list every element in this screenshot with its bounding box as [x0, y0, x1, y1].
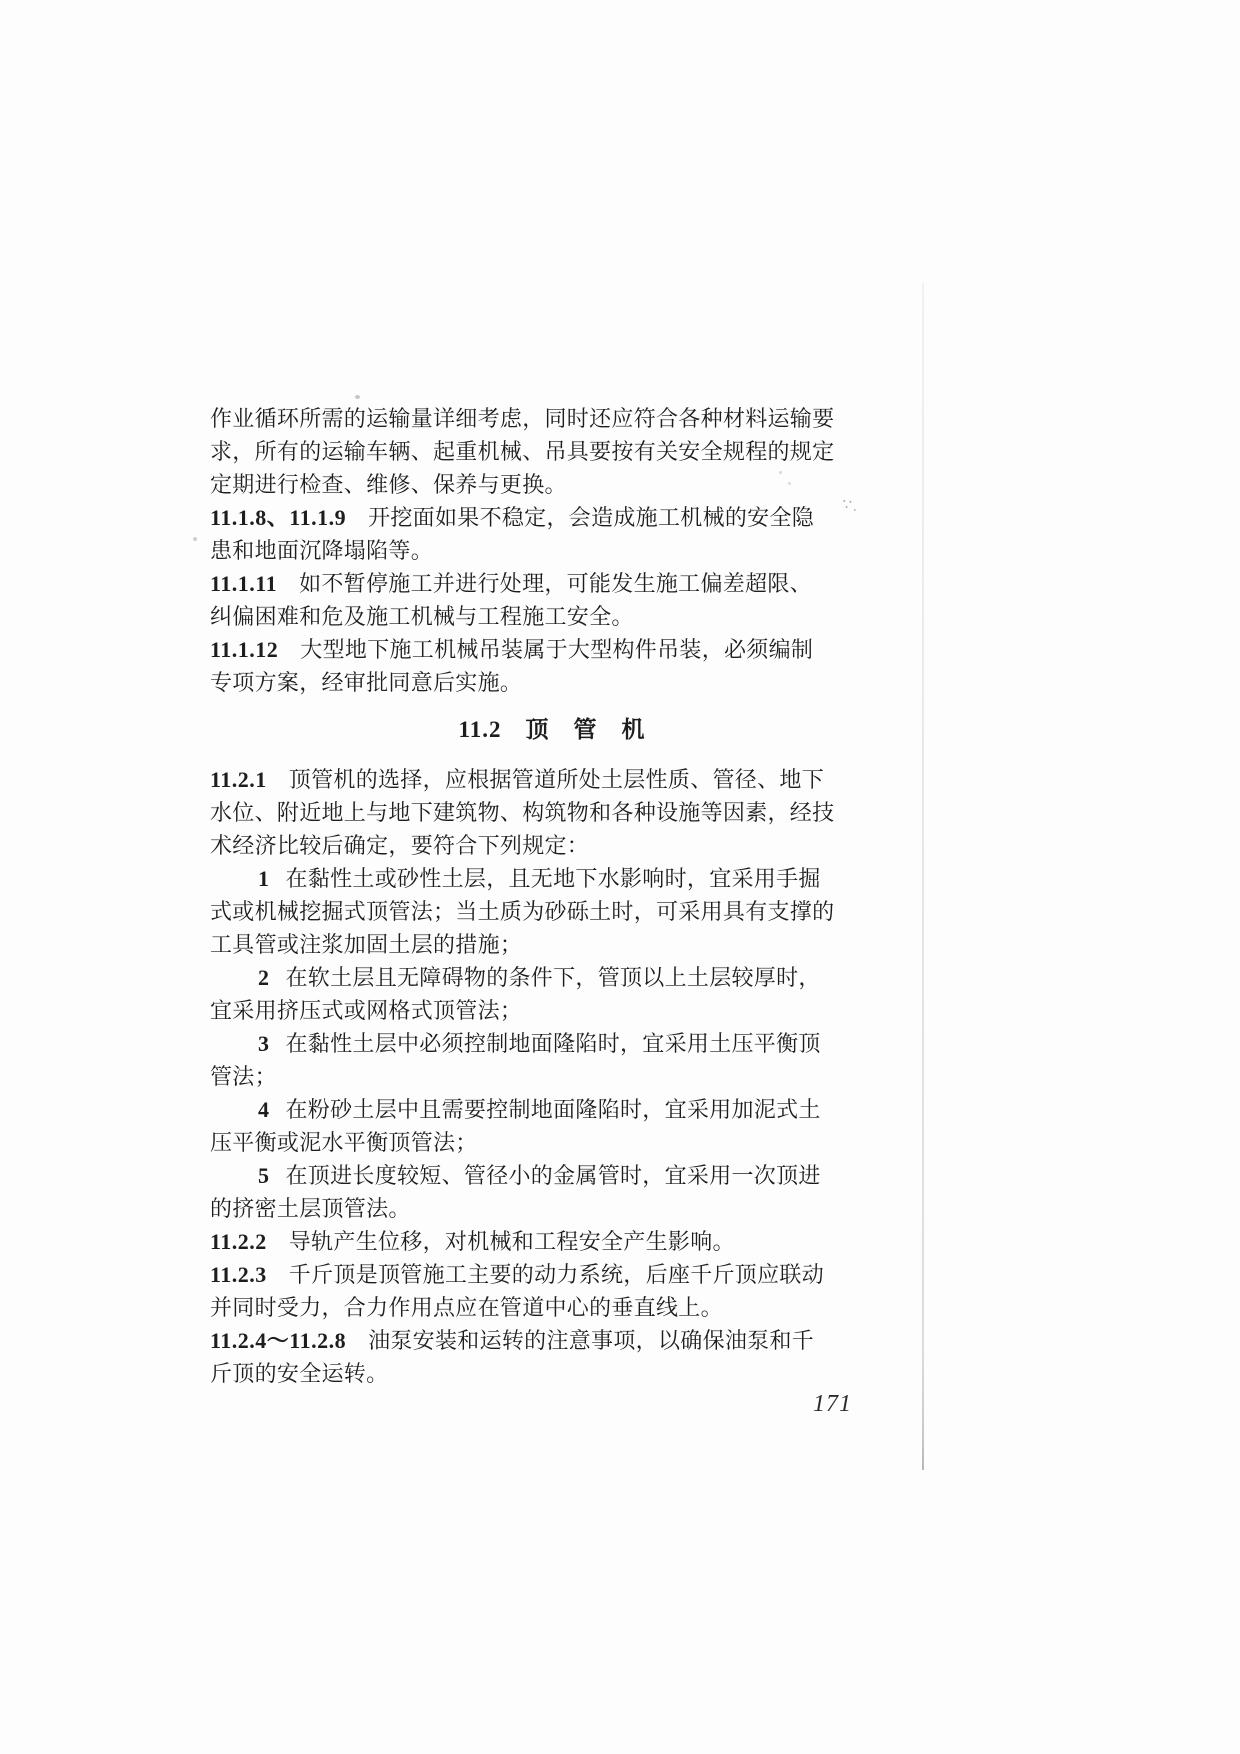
line-text: 油泵安装和运转的注意事项，以确保油泵和千 [368, 1328, 815, 1353]
clause-number: 1 [258, 866, 270, 891]
text-line [210, 1291, 860, 1324]
text-line [210, 1225, 860, 1258]
line-text: 患和地面沉降塌陷等。 [210, 538, 434, 563]
line-text: 千斤顶是顶管施工主要的动力系统，后座千斤顶应联动 [288, 1262, 824, 1287]
clause-number: 2 [258, 965, 270, 990]
text-line [210, 862, 860, 895]
line-text: 大型地下施工机械吊装属于大型构件吊装，必须编制 [300, 637, 814, 662]
text-line [210, 1093, 860, 1126]
line-text: 压平衡或泥水平衡顶管法； [210, 1130, 478, 1155]
line-text: 纠偏困难和危及施工机械与工程施工安全。 [210, 604, 634, 629]
page-number: 171 [813, 1391, 852, 1417]
line-text: 开挖面如果不稳定，会造成施工机械的安全隐 [368, 505, 815, 530]
scan-artifact-dot [788, 482, 791, 485]
text-line [210, 961, 860, 994]
text-line [210, 435, 860, 468]
line-text: 在粉砂土层中且需要控制地面隆陷时，宜采用加泥式土 [285, 1097, 821, 1122]
clause-number: 11.1.12 [210, 637, 279, 662]
scan-edge-line [922, 283, 924, 1470]
clause-number: 11.1.11 [210, 571, 278, 596]
line-text: 并同时受力，合力作用点应在管道中心的垂直线上。 [210, 1295, 723, 1320]
line-text: 导轨产生位移，对机械和工程安全产生影响。 [288, 1229, 735, 1254]
text-line [210, 1060, 860, 1093]
line-text: 求，所有的运输车辆、起重机械、吊具要按有关安全规程的规定 [210, 439, 835, 464]
line-text: 在黏性土层中必须控制地面隆陷时，宜采用土压平衡顶 [285, 1031, 821, 1056]
line-text: 作业循环所需的运输量详细考虑，同时还应符合各种材料运输要 [210, 406, 835, 431]
text-line [210, 666, 860, 699]
clause-number: 3 [258, 1031, 270, 1056]
text-line [210, 1126, 860, 1159]
line-text: 专项方案，经审批同意后实施。 [210, 670, 523, 695]
clause-number: 5 [258, 1163, 270, 1188]
line-text: 术经济比较后确定，要符合下列规定： [210, 833, 590, 858]
text-line [210, 1027, 860, 1060]
clause-number: 4 [258, 1097, 270, 1122]
section-heading: 11.2 顶 管 机 [458, 717, 646, 742]
scan-artifact-dot [355, 395, 360, 399]
clause-number: 11.1.8、11.1.9 [210, 505, 347, 530]
line-text: 如不暂停施工并进行处理，可能发生施工偏差超限、 [299, 571, 812, 596]
text-line [210, 534, 860, 567]
line-text: 管法； [210, 1064, 277, 1089]
text-line [210, 1159, 860, 1192]
text-line [210, 567, 860, 600]
line-text: 在黏性土或砂性土层，且无地下水影响时，宜采用手掘 [285, 866, 821, 891]
clause-number: 11.2.4～11.2.8 [210, 1328, 347, 1353]
text-line [210, 1357, 860, 1390]
document-body [210, 402, 860, 1390]
clause-number: 11.2.1 [210, 767, 267, 792]
text-line [210, 928, 860, 961]
scan-artifact-dot [193, 537, 197, 541]
text-line [210, 895, 860, 928]
text-line [210, 633, 860, 666]
line-text: 在顶进长度较短、管径小的金属管时，宜采用一次顶进 [285, 1163, 821, 1188]
scan-artifact-dot [779, 471, 782, 474]
clause-number: 11.2.2 [210, 1229, 267, 1254]
text-line [210, 600, 860, 633]
line-text: 顶管机的选择，应根据管道所处土层性质、管径、地下 [288, 767, 824, 792]
line-text: 定期进行检查、维修、保养与更换。 [210, 472, 567, 497]
line-text: 宜采用挤压式或网格式顶管法； [210, 998, 523, 1023]
text-line [210, 1258, 860, 1291]
line-text: 在软土层且无障碍物的条件下，管顶以上土层较厚时， [285, 965, 821, 990]
text-line [210, 994, 860, 1027]
line-text: 斤顶的安全运转。 [210, 1361, 389, 1386]
scan-artifact-marks: ∵. [840, 496, 861, 516]
text-line [210, 1324, 860, 1357]
clause-number: 11.2.3 [210, 1262, 267, 1287]
text-line [210, 402, 860, 435]
line-text: 水位、附近地上与地下建筑物、构筑物和各种设施等因素，经技 [210, 800, 835, 825]
line-text: 式或机械挖掘式顶管法；当土质为砂砾土时，可采用具有支撑的 [210, 899, 835, 924]
text-line [210, 468, 860, 501]
text-line [210, 501, 860, 534]
line-text: 的挤密土层顶管法。 [210, 1196, 411, 1221]
text-line [210, 1192, 860, 1225]
line-text: 工具管或注浆加固土层的措施； [210, 932, 523, 957]
text-line [210, 796, 860, 829]
text-line [210, 763, 860, 796]
text-line [210, 829, 860, 862]
